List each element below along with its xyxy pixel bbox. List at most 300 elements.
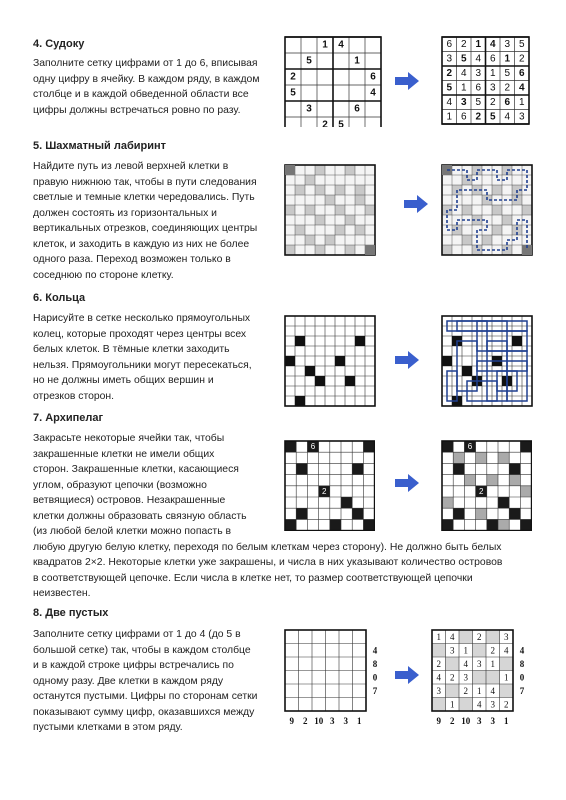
cell-digit: 6 — [518, 67, 525, 79]
cell-digit: 3 — [490, 699, 495, 710]
right-clue: 7 — [372, 685, 378, 696]
cell-digit: 4 — [475, 53, 482, 65]
given-dark-cell — [487, 519, 498, 530]
maze-cell — [365, 225, 375, 235]
text-line: но не должны иметь общих вершин и — [33, 375, 214, 386]
given-dark-cell — [509, 508, 520, 519]
rings-description — [33, 311, 252, 404]
cell-digit: 6 — [446, 38, 453, 50]
arrow-right-icon — [395, 351, 419, 369]
cell-digit: 1 — [463, 645, 468, 656]
maze-cell — [462, 245, 472, 255]
maze-cell — [305, 215, 315, 225]
cell-digit: 3 — [504, 631, 509, 642]
cell-digit: 5 — [290, 87, 296, 99]
cell-digit: 3 — [306, 103, 312, 115]
maze-cell — [492, 235, 502, 245]
island-clue: 6 — [310, 442, 316, 452]
dark-cell — [512, 336, 522, 346]
bottom-clue: 9 — [289, 716, 294, 726]
maze-cell — [315, 165, 325, 175]
right-clue: 7 — [519, 685, 525, 696]
cell-digit: 1 — [504, 53, 511, 65]
text-line: клетки должны образовать связную область — [33, 510, 247, 522]
dark-cell — [442, 356, 452, 366]
cell-digit: 2 — [450, 672, 455, 683]
maze-cell — [452, 235, 462, 245]
maze-cell — [315, 195, 325, 205]
given-dark-cell — [296, 463, 307, 474]
cell-digit: 3 — [463, 672, 468, 683]
text-line: Закрасьте некоторые ячейки так, чтобы — [33, 433, 225, 444]
text-line: углом, образуют цепочки (возможно — [33, 479, 207, 491]
maze-cell — [295, 205, 305, 215]
maze-cell — [365, 165, 375, 175]
bottom-clue: 3 — [330, 716, 335, 726]
bottom-clue: 1 — [357, 716, 362, 726]
text-line: вертикальных отрезков, соединяющих центры — [33, 223, 258, 234]
maze-cell — [325, 175, 335, 185]
given-dark-cell — [352, 463, 363, 474]
given-dark-cell — [509, 463, 520, 474]
cell-digit: 5 — [338, 119, 344, 127]
maze-cell — [492, 185, 502, 195]
maze-cell — [482, 175, 492, 185]
arrow-right-icon — [395, 474, 419, 492]
maze-cell — [345, 195, 355, 205]
given-dark-cell — [442, 441, 453, 452]
cell-digit: 5 — [489, 111, 496, 123]
maze-cell — [335, 165, 345, 175]
sudoku-puzzle-grid — [283, 35, 383, 127]
sudoku-solution-grid — [440, 35, 530, 127]
maze-cell — [442, 235, 452, 245]
cell-digit: 3 — [446, 53, 453, 65]
maze-cell — [285, 235, 295, 245]
chess-maze-solution-grid — [440, 163, 534, 257]
island-clue: 2 — [478, 486, 484, 496]
maze-cell — [502, 205, 512, 215]
cell-digit: 4 — [490, 685, 495, 696]
maze-cell — [285, 245, 295, 255]
maze-cell — [482, 205, 492, 215]
maze-cell — [512, 175, 522, 185]
bottom-clue: 10 — [461, 716, 471, 726]
empty-cell — [473, 671, 487, 685]
maze-cell — [315, 225, 325, 235]
given-dark-cell — [296, 508, 307, 519]
given-dark-cell — [363, 519, 374, 530]
cell-digit: 4 — [450, 631, 455, 642]
right-clue: 8 — [519, 658, 525, 669]
right-clue: 4 — [519, 645, 525, 656]
text-line: любую другую белую клетку, переходя по белым клеткам через сторону). Не должно быть белых — [33, 541, 502, 553]
cell-digit: 3 — [460, 96, 467, 108]
empty-cell — [500, 657, 514, 671]
empty-cell — [486, 630, 500, 644]
text-line: соседнюю по стороне клетку. — [33, 269, 174, 281]
arrow-right-icon — [404, 195, 428, 213]
maze-cell — [285, 185, 295, 195]
maze-cell — [492, 215, 502, 225]
maze-cell — [335, 245, 345, 255]
text-line: правую нижнюю так, чтобы в пути следования — [33, 176, 257, 188]
maze-cell — [295, 165, 305, 175]
cell-digit: 2 — [489, 96, 496, 108]
bottom-clue: 9 — [436, 716, 441, 726]
maze-cell — [305, 195, 315, 205]
cell-digit: 1 — [450, 699, 455, 710]
dark-cell — [315, 376, 325, 386]
bottom-clue: 3 — [490, 716, 495, 726]
maze-cell — [335, 185, 345, 195]
text-line: цифры должны встречаться ровно по разу. — [33, 104, 241, 116]
cell-digit: 1 — [460, 82, 467, 94]
maze-cell — [355, 205, 365, 215]
text-line: Нарисуйте в сетке несколько прямоугольных — [33, 313, 251, 324]
maze-cell — [295, 175, 305, 185]
cell-digit: 3 — [477, 658, 482, 669]
cell-digit: 2 — [460, 38, 467, 50]
shaded-cell — [498, 519, 509, 530]
cell-digit: 1 — [436, 631, 441, 642]
cell-digit: 2 — [436, 658, 441, 669]
maze-cell — [305, 205, 315, 215]
maze-cell — [335, 235, 345, 245]
maze-cell — [452, 175, 462, 185]
maze-cell — [335, 215, 345, 225]
maze-cell — [325, 165, 335, 175]
island-clue: 2 — [321, 486, 327, 496]
text-line: и в каждой строке цифры встречались по — [33, 660, 234, 671]
end-cell — [365, 245, 375, 255]
maze-cell — [472, 195, 482, 205]
maze-cell — [355, 175, 365, 185]
bottom-clue: 2 — [450, 716, 455, 726]
text-line: Заполните сетку цифрами от 1 до 6, вписывая — [33, 58, 258, 69]
maze-cell — [345, 175, 355, 185]
maze-cell — [295, 225, 305, 235]
cell-digit: 1 — [489, 67, 496, 79]
maze-cell — [335, 195, 345, 205]
cell-digit: 1 — [475, 38, 482, 50]
maze-cell — [325, 215, 335, 225]
maze-cell — [462, 195, 472, 205]
right-clue: 4 — [372, 645, 378, 656]
maze-cell — [345, 225, 355, 235]
maze-cell — [345, 165, 355, 175]
given-dark-cell — [520, 519, 531, 530]
maze-cell — [285, 225, 295, 235]
shaded-cell — [476, 452, 487, 463]
maze-cell — [522, 195, 532, 205]
dark-cell — [285, 356, 295, 366]
dark-cell — [295, 396, 305, 406]
text-line: одну цифру в ячейку. В каждом ряду, в каждом — [33, 73, 260, 85]
cell-digit: 4 — [436, 672, 441, 683]
maze-cell — [295, 245, 305, 255]
maze-cell — [305, 175, 315, 185]
maze-cell — [462, 235, 472, 245]
text-line: большой сетке) так, чтобы в каждом столбце — [33, 644, 251, 656]
cell-digit: 5 — [306, 55, 312, 67]
right-clue: 8 — [372, 658, 378, 669]
text-line: Заполните сетку цифрами от 1 до 4 (до 5 в — [33, 629, 241, 640]
maze-cell — [325, 245, 335, 255]
maze-cell — [315, 205, 325, 215]
maze-cell — [295, 235, 305, 245]
cell-digit: 2 — [463, 685, 468, 696]
rings-solution-grid — [440, 314, 534, 408]
maze-cell — [315, 235, 325, 245]
rings-puzzle-grid — [283, 314, 377, 408]
given-dark-cell — [352, 508, 363, 519]
text-line: одного раза. Переход возможен только в — [33, 254, 231, 265]
text-line: колец, которые проходят через центры всех — [33, 328, 247, 340]
maze-cell — [462, 205, 472, 215]
cell-digit: 1 — [504, 672, 509, 683]
shaded-cell — [476, 508, 487, 519]
maze-cell — [315, 215, 325, 225]
maze-cell — [345, 185, 355, 195]
shaded-cell — [498, 452, 509, 463]
two-empty-description — [33, 627, 257, 736]
text-line: неизвестен. — [33, 588, 91, 599]
cell-digit: 2 — [504, 699, 509, 710]
dark-cell — [345, 376, 355, 386]
section-title-archipelago: 7. Архипелаг — [33, 412, 104, 424]
arrow-right-icon — [395, 72, 419, 90]
maze-cell — [285, 195, 295, 205]
maze-cell — [492, 225, 502, 235]
given-dark-cell — [453, 508, 464, 519]
maze-cell — [335, 225, 345, 235]
cell-digit: 5 — [446, 82, 453, 94]
cell-digit: 3 — [475, 67, 482, 79]
given-dark-cell — [498, 497, 509, 508]
arrow-right-icon — [395, 666, 419, 684]
maze-cell — [512, 245, 522, 255]
dark-cell — [462, 366, 472, 376]
right-clue: 0 — [519, 672, 525, 683]
section-title-chess-maze: 5. Шахматный лабиринт — [33, 140, 167, 152]
cell-digit: 1 — [518, 96, 525, 108]
cell-digit: 5 — [518, 38, 525, 50]
maze-cell — [365, 195, 375, 205]
maze-cell — [355, 245, 365, 255]
maze-cell — [442, 185, 452, 195]
given-dark-cell — [442, 519, 453, 530]
text-line: одному разу. Две клетки в каждом ряду — [33, 675, 224, 687]
maze-cell — [345, 235, 355, 245]
maze-cell — [305, 245, 315, 255]
text-line: (из любой белой клетки можно попасть в — [33, 526, 232, 537]
maze-cell — [365, 235, 375, 245]
maze-cell — [462, 225, 472, 235]
maze-cell — [345, 205, 355, 215]
shaded-cell — [509, 475, 520, 486]
maze-cell — [325, 195, 335, 205]
cell-digit: 3 — [450, 645, 455, 656]
maze-cell — [472, 205, 482, 215]
cell-digit: 4 — [463, 658, 468, 669]
maze-cell — [285, 205, 295, 215]
cell-digit: 4 — [446, 96, 453, 108]
cell-digit: 2 — [477, 631, 482, 642]
shaded-cell — [520, 486, 531, 497]
maze-cell — [355, 235, 365, 245]
sudoku-description — [33, 56, 259, 118]
given-dark-cell — [285, 441, 296, 452]
given-dark-cell — [520, 441, 531, 452]
maze-cell — [492, 205, 502, 215]
cell-digit: 1 — [490, 658, 495, 669]
cell-digit: 4 — [460, 67, 467, 79]
empty-cell — [473, 644, 487, 658]
cell-digit: 2 — [518, 53, 525, 65]
maze-cell — [335, 205, 345, 215]
bottom-clue: 10 — [314, 716, 324, 726]
archipelago-puzzle-grid — [283, 439, 375, 531]
cell-digit: 4 — [338, 39, 344, 51]
cell-digit: 4 — [504, 111, 511, 123]
dark-cell — [295, 336, 305, 346]
cell-digit: 2 — [322, 119, 328, 127]
shaded-cell — [464, 475, 475, 486]
cell-digit: 6 — [489, 53, 496, 65]
maze-cell — [325, 185, 335, 195]
given-dark-cell — [285, 519, 296, 530]
maze-cell — [355, 165, 365, 175]
bottom-clue: 1 — [504, 716, 509, 726]
maze-cell — [315, 185, 325, 195]
cell-digit: 2 — [446, 67, 453, 79]
maze-cell — [295, 195, 305, 205]
text-line: пустыми клетками в этом ряду. — [33, 722, 183, 733]
dark-cell — [335, 356, 345, 366]
text-line: ветвящиеся) островов. Незакрашенные — [33, 495, 226, 506]
island-clue: 6 — [467, 442, 473, 452]
maze-cell — [452, 245, 462, 255]
maze-cell — [295, 185, 305, 195]
empty-cell — [446, 657, 460, 671]
text-line: нельзя. Прямоугольники могут пересекаться, — [33, 359, 252, 371]
cell-digit: 5 — [504, 67, 511, 79]
maze-cell — [502, 225, 512, 235]
maze-cell — [442, 245, 452, 255]
maze-cell — [442, 175, 452, 185]
maze-cell — [285, 175, 295, 185]
text-line: квадратов 2×2. Некоторые клетки уже закрашены, и числа в них указывают количество островов — [33, 557, 503, 568]
text-line: клеток, и заходить в каждую из них не более — [33, 238, 250, 250]
maze-cell — [315, 245, 325, 255]
cell-digit: 2 — [290, 71, 296, 83]
maze-cell — [442, 195, 452, 205]
cell-digit: 1 — [477, 685, 482, 696]
cell-digit: 2 — [504, 82, 511, 94]
right-clue: 0 — [372, 672, 378, 683]
text-line: Найдите путь из левой верхней клетки в — [33, 161, 229, 172]
section-title-sudoku: 4. Судоку — [33, 38, 85, 50]
maze-cell — [365, 215, 375, 225]
maze-cell — [345, 215, 355, 225]
empty-cell — [432, 698, 446, 712]
bottom-clue: 3 — [477, 716, 482, 726]
empty-cell — [500, 684, 514, 698]
maze-cell — [512, 205, 522, 215]
archipelago-solution-grid — [440, 439, 532, 531]
maze-cell — [335, 175, 345, 185]
maze-cell — [355, 185, 365, 195]
text-line: в соответствующей цепочке. Если числа в клетке нет, то размер соответствующей цепочки — [33, 572, 473, 584]
given-dark-cell — [363, 441, 374, 452]
cell-digit: 3 — [436, 685, 441, 696]
cell-digit: 1 — [446, 111, 453, 123]
cell-digit: 3 — [518, 111, 525, 123]
maze-cell — [365, 185, 375, 195]
maze-cell — [355, 195, 365, 205]
text-line: светлые и темные клетки чередовались. Путь — [33, 192, 255, 203]
cell-digit: 4 — [489, 38, 496, 50]
chess-maze-puzzle-grid — [283, 163, 377, 257]
empty-cell — [446, 684, 460, 698]
dark-cell — [355, 336, 365, 346]
cell-digit: 4 — [518, 82, 525, 94]
text-line: показывают сумму цифр, оказавшихся между — [33, 706, 255, 718]
bottom-clue: 3 — [343, 716, 348, 726]
shaded-cell — [453, 452, 464, 463]
section-title-two-empty: 8. Две пустых — [33, 607, 109, 619]
dark-cell — [305, 366, 315, 376]
maze-cell — [355, 215, 365, 225]
text-line: закрашенные клетки не имели общих — [33, 448, 215, 460]
cell-digit: 3 — [489, 82, 496, 94]
bottom-clue: 2 — [303, 716, 308, 726]
cell-digit: 2 — [490, 645, 495, 656]
maze-cell — [315, 175, 325, 185]
given-dark-cell — [341, 497, 352, 508]
two-empty-solution-grid — [430, 628, 536, 734]
section-title-rings: 6. Кольца — [33, 292, 86, 304]
maze-cell — [305, 235, 315, 245]
maze-cell — [325, 225, 335, 235]
cell-digit: 6 — [460, 111, 467, 123]
cell-digit: 5 — [460, 53, 467, 65]
maze-cell — [502, 215, 512, 225]
given-dark-cell — [330, 519, 341, 530]
cell-digit: 6 — [504, 96, 511, 108]
text-line: столбце и в каждой обведенной области все — [33, 89, 249, 100]
empty-cell — [486, 671, 500, 685]
maze-cell — [305, 185, 315, 195]
cell-digit: 5 — [475, 96, 482, 108]
maze-cell — [522, 205, 532, 215]
maze-cell — [325, 205, 335, 215]
cell-digit: 2 — [475, 111, 482, 123]
cell-digit: 6 — [475, 82, 482, 94]
cell-digit: 4 — [477, 699, 482, 710]
given-dark-cell — [453, 463, 464, 474]
maze-cell — [482, 235, 492, 245]
cell-digit: 1 — [354, 55, 360, 67]
empty-cell — [432, 644, 446, 658]
empty-cell — [459, 630, 473, 644]
maze-cell — [305, 165, 315, 175]
empty-cell — [459, 698, 473, 712]
maze-cell — [365, 175, 375, 185]
text-line: отрезков сторон. — [33, 390, 115, 402]
text-line: останутся пустыми. Цифры по сторонам сетки — [33, 691, 258, 702]
